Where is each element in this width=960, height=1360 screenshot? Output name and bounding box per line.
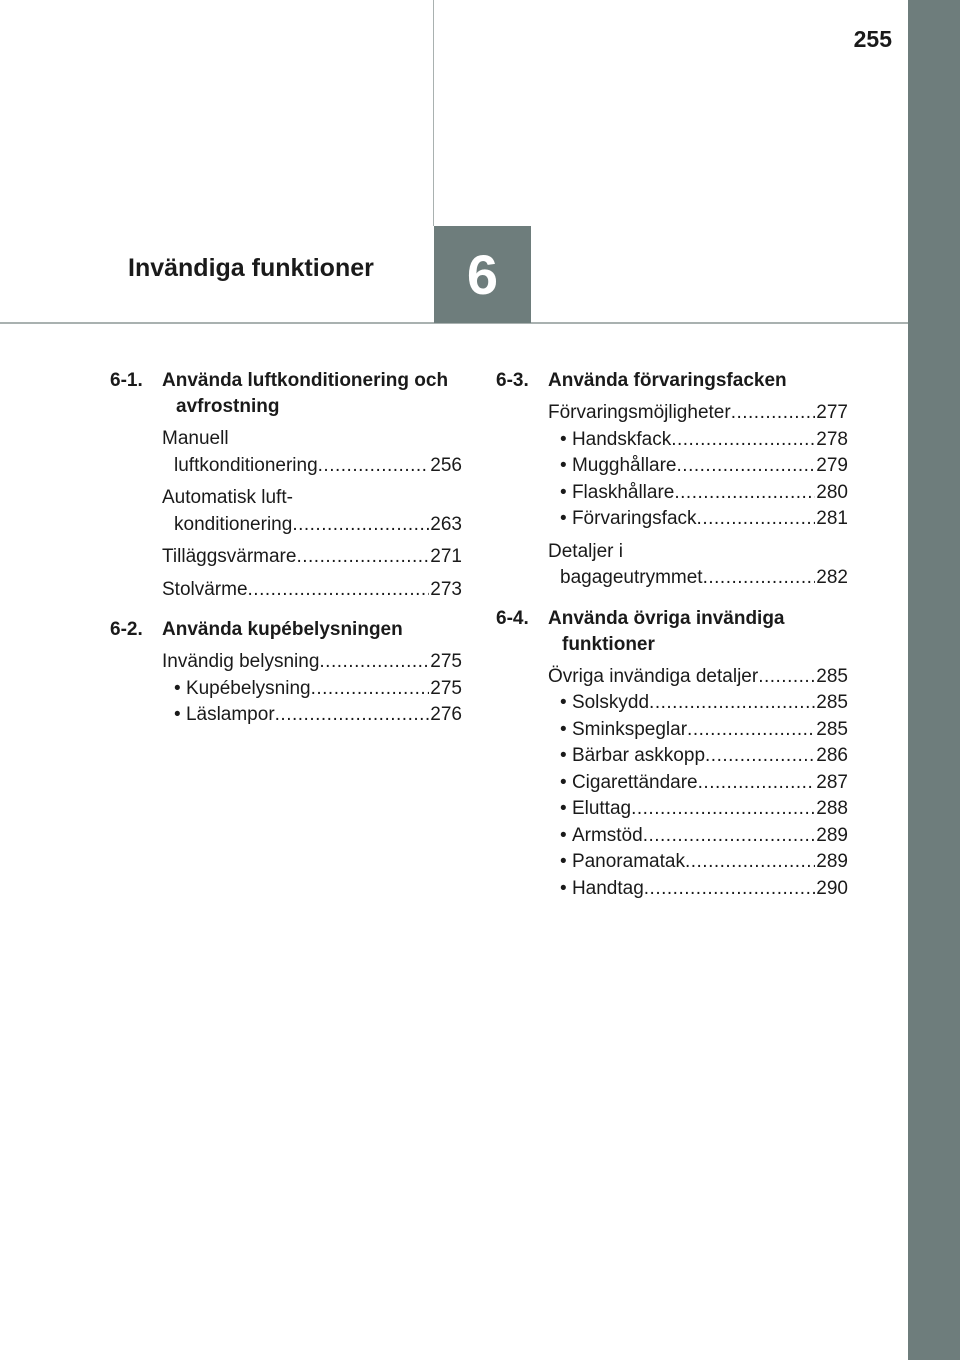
entry-label: • Handtag	[560, 876, 644, 903]
section-number: 6-3.	[496, 370, 529, 391]
entry-page: 281	[816, 508, 848, 529]
entry-label: Tilläggsvärmare	[162, 546, 297, 567]
entry-page: 280	[816, 481, 848, 503]
section-heading[interactable]	[496, 368, 848, 394]
toc-subentry[interactable]	[548, 690, 848, 717]
leader-dots	[671, 427, 815, 454]
entry-page: 285	[816, 665, 848, 687]
entry-page: 282	[816, 567, 848, 588]
entry-label: • Bärbar askkopp	[560, 743, 705, 770]
toc-subentry[interactable]	[548, 770, 848, 797]
toc-subentry[interactable]	[548, 427, 848, 454]
entry-label: • Panoramatak	[560, 849, 685, 876]
toc-subentry[interactable]	[548, 453, 848, 480]
toc-subentry[interactable]	[162, 676, 462, 703]
entry-label: Övriga invändiga detaljer	[548, 665, 759, 687]
entry-page: 289	[816, 824, 848, 846]
entry-label: • Kupébelysning	[174, 676, 311, 703]
leader-dots	[631, 796, 815, 823]
leader-dots	[644, 876, 816, 903]
entry-label: Detaljer i	[548, 540, 623, 562]
entry-label: Invändig belysning	[162, 651, 320, 672]
entry-page: 285	[816, 692, 848, 713]
entry-page: 285	[816, 718, 848, 740]
vertical-divider	[433, 0, 434, 226]
entry-page: 277	[816, 402, 848, 423]
toc-subentry[interactable]	[548, 849, 848, 876]
entry-label: • Förvaringsfack	[560, 506, 697, 533]
entry-page: 279	[816, 455, 848, 476]
leader-dots	[643, 823, 816, 850]
leader-dots	[674, 480, 815, 507]
entry-page: 276	[430, 704, 462, 725]
entry-label-cont: konditionering	[174, 513, 293, 535]
section-number: 6-1.	[110, 370, 143, 391]
chapter-number-badge: 6	[434, 226, 531, 323]
entry-label: • Cigarettändare	[560, 770, 698, 797]
entry-page: 288	[816, 798, 848, 819]
entry-label: • Flaskhållare	[560, 480, 674, 507]
leader-dots	[703, 565, 816, 592]
entry-page: 271	[430, 546, 462, 567]
chapter-side-tab	[908, 0, 960, 1360]
toc-entry[interactable]	[162, 426, 462, 479]
toc-entry[interactable]	[548, 400, 848, 427]
toc-subentry[interactable]	[548, 823, 848, 850]
leader-dots	[292, 512, 429, 539]
toc-entry[interactable]	[162, 649, 462, 676]
toc-subentry[interactable]	[548, 876, 848, 903]
entry-label: Automatisk luft-	[162, 487, 293, 508]
entry-label: • Läslampor	[174, 702, 275, 729]
leader-dots	[685, 849, 815, 876]
toc-entry[interactable]	[548, 664, 848, 691]
section-number: 6-4.	[496, 607, 529, 629]
section-title: Använda luftkonditionering och avfrostning	[162, 370, 449, 417]
leader-dots	[677, 453, 816, 480]
section-title: Använda förvaringsfacken	[548, 370, 787, 391]
leader-dots	[649, 690, 815, 717]
entry-label: • Mugghållare	[560, 453, 677, 480]
entry-label: • Handskfack	[560, 427, 671, 454]
toc-entry[interactable]	[548, 539, 848, 592]
toc-subentry[interactable]	[548, 743, 848, 770]
entry-label: • Sminkspeglar	[560, 717, 687, 744]
leader-dots	[319, 649, 429, 676]
section-heading[interactable]	[110, 368, 462, 420]
entry-page: 263	[430, 513, 462, 535]
leader-dots	[311, 676, 430, 703]
entry-label: Stolvärme	[162, 578, 248, 600]
section-title: Använda kupébelysningen	[162, 619, 403, 640]
leader-dots	[318, 453, 430, 480]
leader-dots	[705, 743, 815, 770]
entry-page: 275	[430, 677, 462, 699]
toc-section-6-2	[110, 617, 462, 729]
chapter-title: Invändiga funktioner	[128, 254, 374, 282]
entry-page: 275	[430, 651, 462, 672]
entry-label: • Armstöd	[560, 823, 643, 850]
toc-entry[interactable]	[162, 544, 462, 571]
entry-label: Förvaringsmöjligheter	[548, 402, 731, 423]
toc-subentry[interactable]	[548, 796, 848, 823]
toc-subentry[interactable]	[548, 480, 848, 507]
section-heading[interactable]	[496, 606, 848, 658]
entry-page: 286	[816, 745, 848, 766]
toc-subentry[interactable]	[162, 702, 462, 729]
toc-section-6-3	[496, 368, 848, 592]
toc-subentry[interactable]	[548, 717, 848, 744]
leader-dots	[296, 544, 429, 571]
entry-page: 289	[816, 851, 848, 872]
entry-label: • Solskydd	[560, 690, 649, 717]
toc-subentry[interactable]	[548, 506, 848, 533]
leader-dots	[275, 702, 430, 729]
leader-dots	[248, 577, 430, 604]
entry-label-cont: bagageutrymmet	[560, 567, 703, 588]
section-number: 6-2.	[110, 619, 143, 640]
entry-page: 287	[816, 771, 848, 793]
leader-dots	[731, 400, 816, 427]
entry-page: 278	[816, 428, 848, 450]
entry-label-cont: luftkonditionering	[174, 454, 318, 476]
entry-page: 273	[430, 578, 462, 600]
page-number: 255	[853, 26, 892, 52]
leader-dots	[758, 664, 815, 691]
entry-label: Manuell	[162, 428, 229, 449]
leader-dots	[698, 770, 816, 797]
entry-page: 290	[816, 877, 848, 899]
toc-entry[interactable]	[162, 577, 462, 604]
section-heading[interactable]	[110, 617, 462, 643]
entry-label: • Eluttag	[560, 796, 631, 823]
toc-section-6-4	[496, 606, 848, 903]
leader-dots	[697, 506, 816, 533]
toc-column-left	[110, 368, 462, 743]
leader-dots	[687, 717, 815, 744]
entry-page: 256	[430, 454, 462, 476]
toc-section-6-1	[110, 368, 462, 603]
toc-column-right	[496, 368, 848, 916]
section-title: Använda övriga invändiga funktioner	[548, 607, 785, 655]
toc-entry[interactable]	[162, 485, 462, 538]
